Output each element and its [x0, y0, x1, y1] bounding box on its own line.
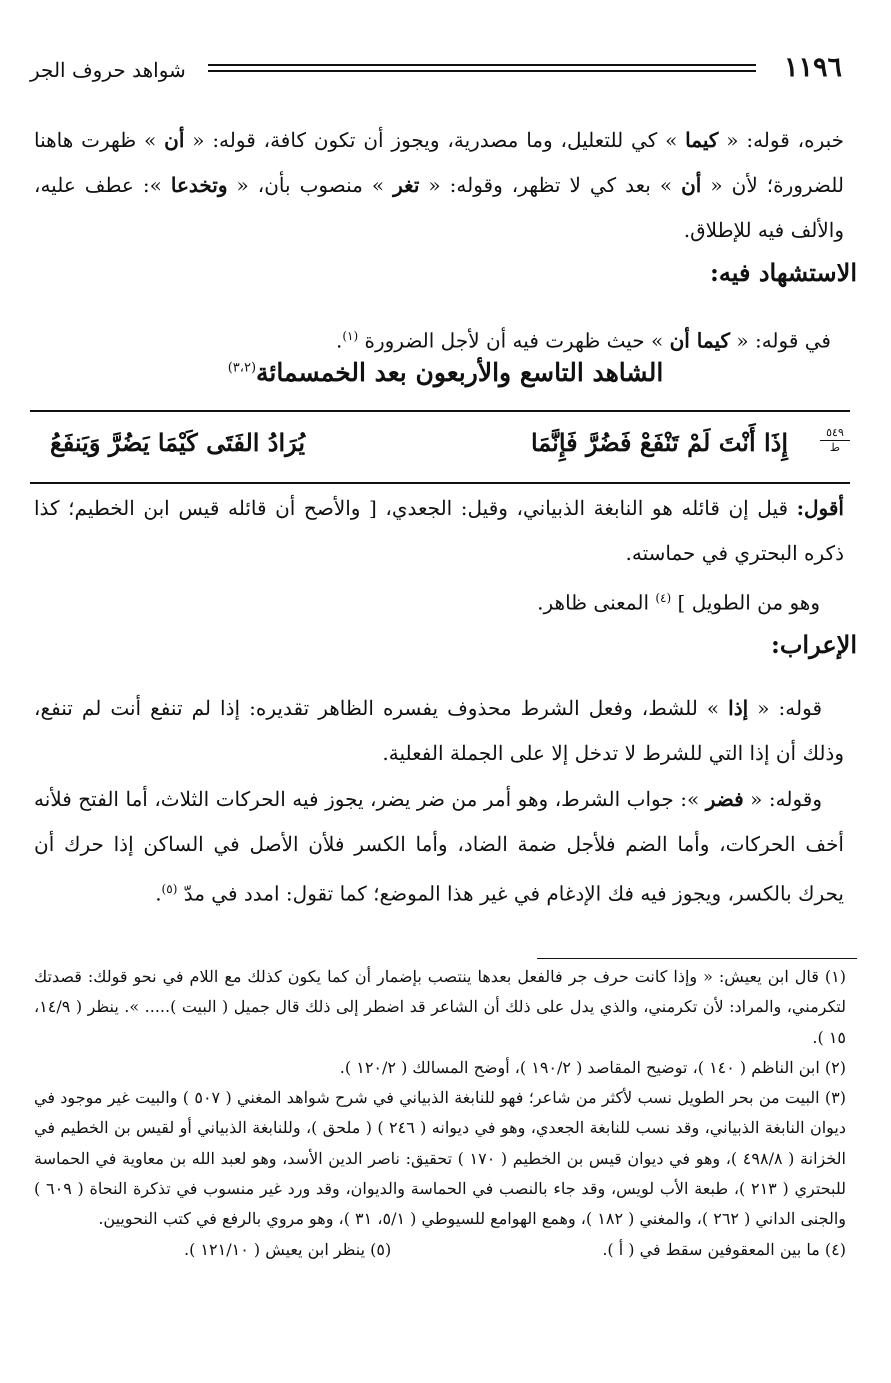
- footnotes: [34, 962, 846, 1265]
- text: » ظهرت هاهنا للضرورة؛ لأن «: [34, 128, 844, 197]
- heading-istishhad: الاستشهاد فيه:: [710, 258, 857, 287]
- page-header: [30, 52, 850, 86]
- text: » بعد كي لا تظهر، وقوله: «: [419, 173, 682, 197]
- paragraph-3-line: [34, 486, 844, 576]
- paragraph-1: [34, 118, 844, 253]
- heading-irab: الإعراب:: [770, 630, 857, 659]
- bold-term: وتخدعا: [170, 173, 228, 197]
- bold-term: أقول:: [796, 496, 844, 520]
- verse-meter: ط: [829, 441, 841, 454]
- footnote-ref: (١): [342, 329, 359, 343]
- footnote-4-5: [34, 1235, 846, 1265]
- verse-number-value: ٥٤٩: [820, 426, 850, 441]
- page-number: ١١٩٦: [783, 52, 842, 83]
- text: » كي للتعليل، وما مصدرية، ويجوز أن تكون كافة، قوله: «: [184, 128, 686, 152]
- text: وهو من الطويل ]: [671, 590, 820, 615]
- bold-term: أن: [681, 173, 702, 197]
- bold-term: إذا: [728, 696, 749, 720]
- text: »: جواب الشرط، وهو أمر من ضر يضر، يجوز فيه الحركات الثلاث، أما الفتح فلأنه أخف الحركات، وأما الضم فلأجل ضمة الضاد، وأما الكسر فلأن الأصل في الساكن إذا حرك أن يحرك بالكسر، ويجوز فيه فك الإدغام في غير هذا الموضع؛ كما تقول: امدد في مدّ: [34, 787, 844, 906]
- text: خبره، قوله: «: [718, 128, 845, 152]
- paragraph-3-line: [34, 576, 844, 626]
- text: وقوله: «: [743, 787, 822, 811]
- running-title: شواهد حروف الجر: [30, 58, 186, 82]
- footnote-3: (٣) البيت من بحر الطويل نسب لأكثر من شاعر؛ فهو للنابغة الذبياني في شرح شواهد المغني ( ٥٠٧ ) والبيت غير موجود في ديوان النابغة الذبياني، وقد نسب للنابغة الجعدي، وهو في ديوانه ( ٢٤٦ ) ( ملحق )، وللنابغة الذبياني أو لقيس بن الخطيم في الخزانة ( ٤٩٨/٨ )، وهو في ديوان قيس بن الخطيم ( ١٧٠ ) تحقيق: ناصر الدين الأسد، وهو لعبد الله بن معاوية في الحماسة للبحتري ( ٢١٣ )، طبعة الأب لويس، وقد جاء بالنصب في الحماسة والديوان، وقد ورد غير منسوب في تذكرة النحاة ( ٦٠٩ ) والجنى الداني ( ٢٦٢ )، والمغني ( ١٨٢ )، وهمع الهوامع للسيوطي ( ٥/١، ٣١ )، وهو مروي بالرفع في كتب النحويين.: [34, 1088, 847, 1229]
- text: »: عطف عليه، والألف فيه للإطلاق.: [34, 173, 844, 242]
- footnote-ref: (٥): [161, 882, 178, 896]
- paragraph-5: [34, 777, 844, 917]
- paragraph-2: [71, 314, 831, 364]
- text: .: [155, 881, 162, 906]
- footnote-separator: [537, 958, 857, 959]
- text: » حيث ظهرت فيه أن لأجل الضرورة: [358, 328, 670, 353]
- bold-term: تغر: [393, 173, 420, 197]
- text: قيل إن قائله هو النابغة الذبياني، وقيل: الجعدي، [ والأصح أن قائله قيس ابن الخطيم؛ كذا ذكره البحتري في حماسته.: [34, 496, 844, 565]
- heading-shahid: [0, 358, 891, 387]
- text: في قوله: «: [730, 328, 831, 353]
- text: » منصوب بأن، «: [227, 173, 394, 197]
- header-double-rule: [208, 64, 756, 72]
- bold-term: فضر: [705, 787, 744, 811]
- text: قوله: «: [748, 696, 823, 720]
- footnote-4: (٤) ما بين المعقوفين سقط في ( أ ).: [602, 1239, 846, 1259]
- footnote-1: (١) قال ابن يعيش: « وإذا كانت حرف جر فالفعل بعدها ينتصب بإضمار أن كما يكون كذلك مع اللام في نحو قولك: قصدتك لتكرمني، والمراد: لأن تكرمني، والذي يدل على ذلك أن الشاعر قد اضطر إلى ذلك قال جميل ( البيت )..... ». ينظر ( ١٤/٩، ١٥ ).: [34, 967, 846, 1047]
- bold-term: كيما أن: [669, 328, 730, 353]
- footnote-2: (٢) ابن الناظم ( ١٤٠ )، توضيح المقاصد ( ١٩٠/٢ )، أوضح المسالك ( ١٢٠/٢ ).: [339, 1057, 846, 1077]
- footnote-ref: (٣،٢): [227, 360, 257, 376]
- verse-number: [820, 426, 850, 455]
- text: .: [335, 328, 343, 353]
- footnote-ref: (٤): [655, 591, 672, 605]
- bold-term: أن: [164, 128, 185, 152]
- text: المعنى ظاهر.: [537, 590, 656, 615]
- verse-hemistich-1: إِذَا أَنْتَ لَمْ تَنْفَعْ فَضُرَّ فَإِنَّمَا: [530, 428, 788, 457]
- verse-box: [30, 410, 850, 484]
- footnote-5: (٥) ينظر ابن يعيش ( ١٢١/١٠ ).: [184, 1239, 392, 1259]
- verse-hemistich-2: يُرَادُ الفَتَى كَيْمَا يَضُرَّ وَيَنفَعُ: [50, 428, 306, 457]
- text: » للشط، وفعل الشرط محذوف يفسره الظاهر تقديره: إذا لم تنفع أنت لم تنفع، وذلك أن إذا التي للشرط لا تدخل إلا على الجملة الفعلية.: [34, 696, 844, 765]
- heading-text: الشاهد التاسع والأربعون بعد الخمسمائة: [256, 358, 664, 387]
- paragraph-3: [34, 486, 844, 626]
- paragraph-4: [34, 686, 844, 776]
- bold-term: كيما: [685, 128, 719, 152]
